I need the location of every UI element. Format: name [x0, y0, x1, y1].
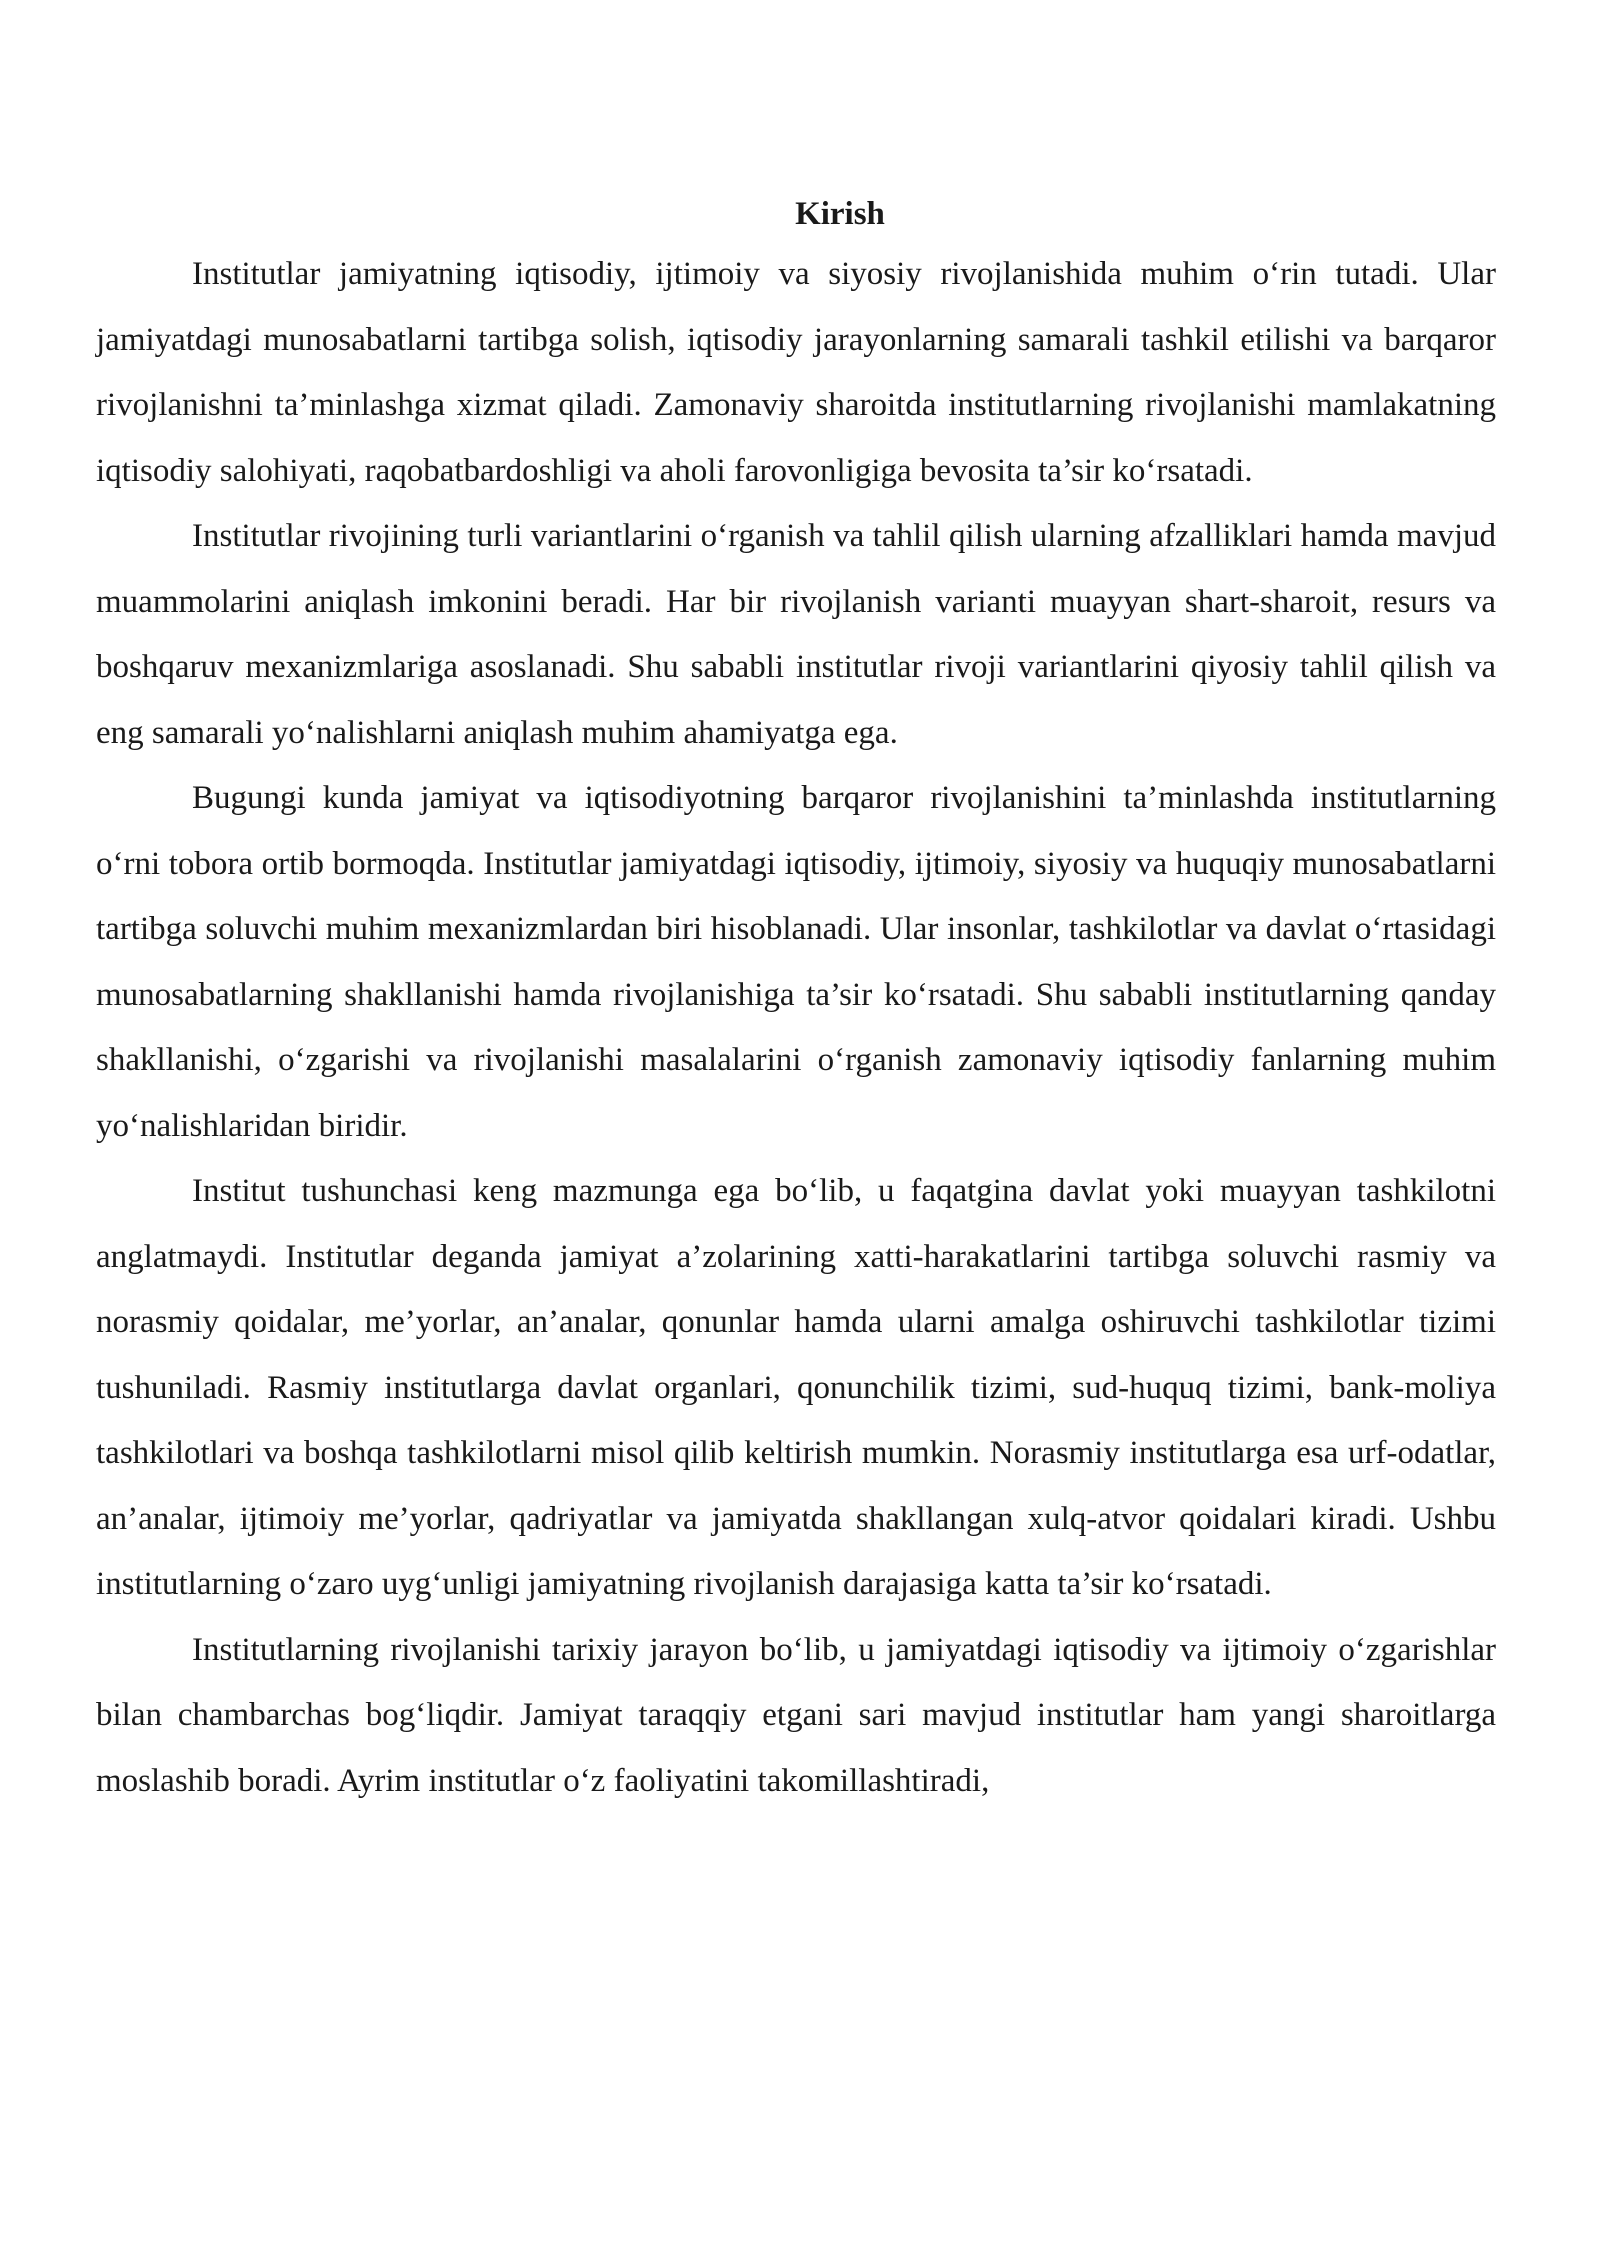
- page-title: Kirish: [795, 196, 885, 232]
- paragraph-1: Institutlar jamiyatning iqtisodiy, ijtimoiy va siyosiy rivojlanishida muhim o‘rin tutadi. Ular jamiyatdagi munosabatlarni tartibga solish, iqtisodiy jarayonlarning samarali tashkil etilishi va barqaror rivojlanishni ta’minlashga xizmat qiladi. Zamonaviy sharoitda institutlarning rivojlanishi mamlakatning iqtisodiy salohiyati, raqobatbardoshligi va aholi farovonligiga bevosita ta’sir ko‘rsatadi.: [96, 256, 1496, 489]
- paragraph-5: Institutlarning rivojlanishi tarixiy jarayon bo‘lib, u jamiyatdagi iqtisodiy va ijtimoiy o‘zgarishlar bilan chambarchas bog‘liqdir. Jamiyat taraqqiy etgani sari mavjud institutlar ham yangi sharoitlarga moslashib boradi. Ayrim institutlar o‘z faoliyatini takomillashtiradi,: [96, 1631, 1496, 1799]
- document-body: [96, 186, 1496, 1814]
- paragraph-3: Bugungi kunda jamiyat va iqtisodiyotning barqaror rivojlanishini ta’minlashda institutlarning o‘rni tobora ortib bormoqda. Institutlar jamiyatdagi iqtisodiy, ijtimoiy, siyosiy va huquqiy munosabatlarni tartibga soluvchi muhim mexanizmlardan biri hisoblanadi. Ular insonlar, tashkilotlar va davlat o‘rtasidagi munosabatlarning shakllanishi hamda rivojlanishiga ta’sir ko‘rsatadi. Shu sababli institutlarning qanday shakllanishi, o‘zgarishi va rivojlanishi masalalarini o‘rganish zamonaviy iqtisodiy fanlarning muhim yo‘nalishlaridan biridir.: [96, 780, 1496, 1144]
- paragraph-4: Institut tushunchasi keng mazmunga ega bo‘lib, u faqatgina davlat yoki muayyan tashkilotni anglatmaydi. Institutlar deganda jamiyat a’zolarining xatti-harakatlarini tartibga soluvchi rasmiy va norasmiy qoidalar, me’yorlar, an’analar, qonunlar hamda ularni amalga oshiruvchi tashkilotlar tizimi tushuniladi. Rasmiy institutlarga davlat organlari, qonunchilik tizimi, sud-huquq tizimi, bank-moliya tashkilotlari va boshqa tashkilotlarni misol qilib keltirish mumkin. Norasmiy institutlarga esa urf-odatlar, an’analar, ijtimoiy me’yorlar, qadriyatlar va jamiyatda shakllangan xulq-atvor qoidalari kiradi. Ushbu institutlarning o‘zaro uyg‘unligi jamiyatning rivojlanish darajasiga katta ta’sir ko‘rsatadi.: [96, 1173, 1496, 1602]
- paragraph-2: Institutlar rivojining turli variantlarini o‘rganish va tahlil qilish ularning afzalliklari hamda mavjud muammolarini aniqlash imkonini beradi. Har bir rivojlanish varianti muayyan shart-sharoit, resurs va boshqaruv mexanizmlariga asoslanadi. Shu sababli institutlar rivoji variantlarini qiyosiy tahlil qilish va eng samarali yo‘nalishlarni aniqlash muhim ahamiyatga ega.: [96, 518, 1496, 751]
